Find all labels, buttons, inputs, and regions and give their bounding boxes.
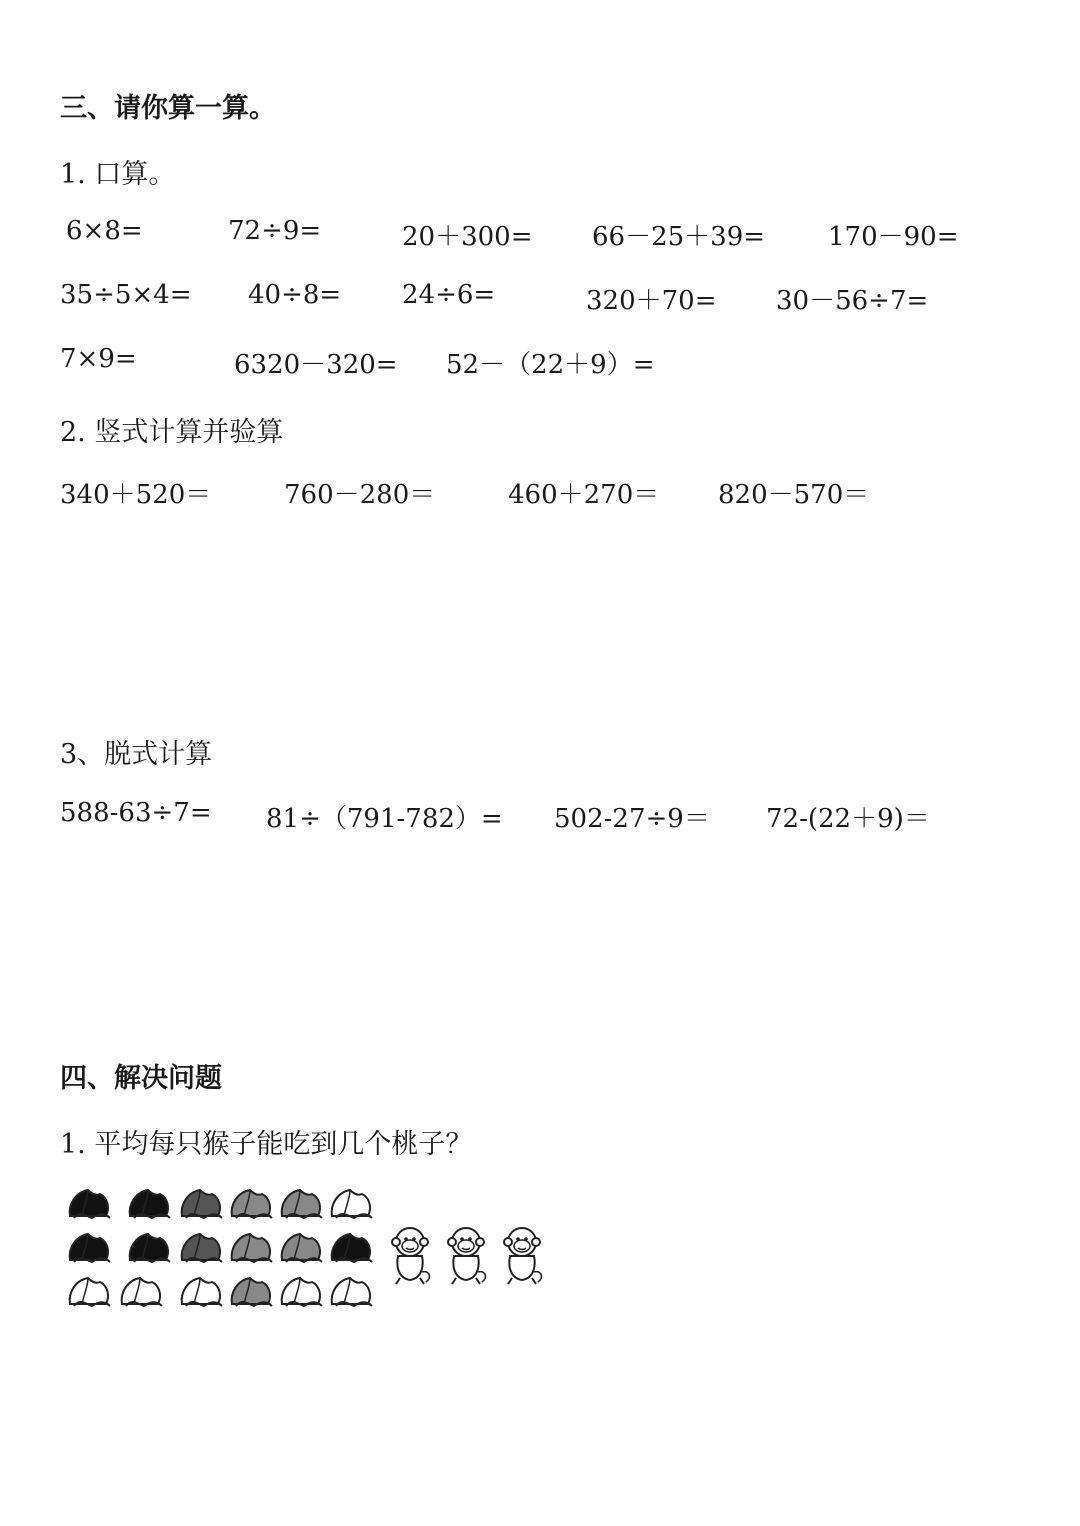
oral-calc-title: 1. 口算。	[60, 159, 176, 190]
peach-icon	[70, 1234, 110, 1262]
peach-monkey-illustration	[60, 1180, 560, 1320]
vertical-expr: 760－280＝	[284, 480, 436, 510]
oral-expr: 6320－320=	[234, 350, 398, 380]
section-four-title: 四、解决问题	[60, 1063, 222, 1094]
stepwise-calc-title: 3、脱式计算	[60, 739, 213, 770]
peach-icon	[232, 1190, 272, 1218]
oral-expr: 52－（22＋9）=	[446, 350, 655, 380]
oral-expr: 35÷5×4=	[60, 280, 192, 310]
peach-icon	[332, 1190, 372, 1218]
oral-expr: 24÷6=	[402, 280, 496, 310]
peach-icon	[332, 1278, 372, 1306]
stepwise-expr: 502-27÷9＝	[554, 804, 710, 834]
peach-icon	[182, 1278, 222, 1306]
peach-icon	[70, 1278, 110, 1306]
peach-icon	[130, 1190, 170, 1218]
peach-icon	[182, 1190, 222, 1218]
vertical-expr: 460＋270＝	[508, 480, 660, 510]
stepwise-expr: 588-63÷7=	[60, 798, 212, 828]
section-three-title: 三、请你算一算。	[60, 93, 276, 124]
monkey-icon	[504, 1228, 541, 1284]
oral-expr: 6×8=	[66, 216, 143, 246]
peach-icon	[182, 1234, 222, 1262]
oral-expr: 7×9=	[60, 344, 137, 374]
oral-expr: 30－56÷7=	[776, 286, 929, 316]
peach-icon	[232, 1278, 272, 1306]
peach-icon	[122, 1278, 162, 1306]
vertical-calc-title: 2. 竖式计算并验算	[60, 417, 284, 448]
oral-expr: 320＋70=	[586, 286, 717, 316]
stepwise-expr: 72-(22＋9)＝	[766, 804, 930, 834]
vertical-expr: 340＋520＝	[60, 480, 212, 510]
oral-expr: 20＋300=	[402, 222, 533, 252]
peach-icon	[130, 1234, 170, 1262]
peach-icon	[282, 1234, 322, 1262]
monkey-icon	[448, 1228, 485, 1284]
peach-icon	[232, 1234, 272, 1262]
peach-icon	[282, 1278, 322, 1306]
oral-expr: 66－25＋39=	[592, 222, 766, 252]
illustration-svg	[60, 1180, 560, 1320]
peach-icon	[282, 1190, 322, 1218]
oral-expr: 72÷9=	[228, 216, 322, 246]
question-text: 1. 平均每只猴子能吃到几个桃子？	[60, 1129, 473, 1160]
stepwise-expr: 81÷（791-782）=	[266, 804, 503, 834]
peach-icon	[70, 1190, 110, 1218]
monkey-icon	[392, 1228, 429, 1284]
peach-icon	[332, 1234, 372, 1262]
vertical-expr: 820－570＝	[718, 480, 870, 510]
oral-expr: 170－90=	[828, 222, 959, 252]
oral-expr: 40÷8=	[248, 280, 342, 310]
